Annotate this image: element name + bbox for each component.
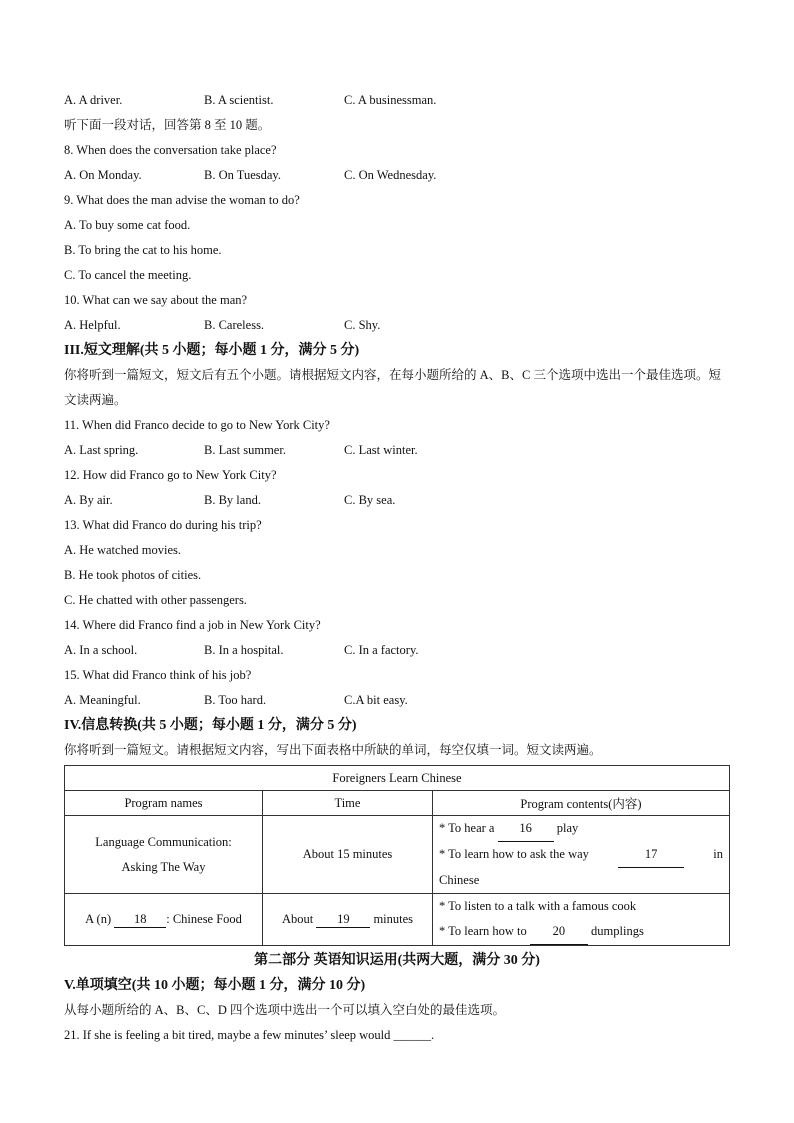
question-13-option-b: B. He took photos of cities.	[64, 568, 202, 582]
question-9-stem: 9. What does the man advise the woman to do?	[64, 193, 300, 207]
option-c: C. Last winter.	[344, 443, 418, 457]
row2-content-1: * To listen to a talk with a famous cook	[439, 899, 637, 913]
option-a: A. In a school.	[64, 643, 138, 657]
option-c: C.A bit easy.	[344, 693, 408, 707]
part-2-title: 第二部分 英语知识运用(共两大题，满分 30 分)	[254, 953, 540, 968]
section-4-heading: IV.信息转换(共 5 小题；每小题 1 分，满分 5 分)	[64, 718, 357, 733]
row1-content-2-continuation: Chinese	[439, 873, 480, 887]
option-b: B. By land.	[204, 493, 261, 507]
option-b: B. Last summer.	[204, 443, 286, 457]
question-12-stem: 12. How did Franco go to New York City?	[64, 468, 277, 482]
option-c: C. On Wednesday.	[344, 168, 437, 182]
blank-17[interactable]: 17	[618, 842, 684, 868]
question-15-options	[64, 688, 730, 713]
question-12-options	[64, 488, 730, 513]
option-a: A. On Monday.	[64, 168, 142, 182]
option-c: C. In a factory.	[344, 643, 419, 657]
row1-name-line2: Asking The Way	[121, 859, 206, 874]
blank-18[interactable]: 18	[114, 912, 166, 928]
row1-name-line1: Language Communication:	[95, 834, 232, 849]
blank-16[interactable]: 16	[498, 816, 554, 842]
row1-program-name	[65, 816, 263, 894]
section-3-instruction: 你将听到一篇短文，短文后有五个小题。请根据短文内容，在每小题所给的 A、B、C 三个选项中选出一个最佳选项。短文读两遍。	[64, 368, 721, 407]
option-a: A. Meaningful.	[64, 693, 141, 707]
row1-content-1-suffix: play	[556, 821, 579, 835]
option-a: A. By air.	[64, 493, 113, 507]
row2-name-prefix: A (n)	[85, 911, 112, 926]
info-table	[64, 765, 730, 946]
option-b: B. Careless.	[204, 318, 265, 332]
header-program-contents: Program contents(内容)	[433, 791, 730, 816]
option-a: A. A driver.	[64, 93, 123, 107]
question-14-stem: 14. Where did Franco find a job in New York City?	[64, 618, 321, 632]
row2-time	[263, 894, 433, 946]
row2-program-name	[65, 894, 263, 946]
row1-content-1	[439, 816, 723, 842]
question-9-option-a: A. To buy some cat food.	[64, 218, 191, 232]
row1-time: About 15 minutes	[263, 816, 433, 894]
row1-content-2-suffix: in	[713, 847, 723, 861]
exam-page	[64, 88, 730, 1048]
option-b: B. In a hospital.	[204, 643, 284, 657]
option-b: B. On Tuesday.	[204, 168, 281, 182]
question-15-stem: 15. What did Franco think of his job?	[64, 668, 252, 682]
row2-contents	[433, 894, 730, 946]
section-5-instruction: 从每小题所给的 A、B、C、D 四个选项中选出一个可以填入空白处的最佳选项。	[64, 1003, 505, 1017]
row2-time-prefix: About	[281, 911, 314, 926]
option-c: C. A businessman.	[344, 93, 437, 107]
question-21-stem: 21. If she is feeling a bit tired, maybe a few minutes’ sleep would ______.	[64, 1028, 435, 1042]
row2-content-2-suffix: dumplings	[591, 924, 644, 938]
row2-content-2	[439, 919, 723, 945]
row1-content-2-text: * To learn how to ask the way	[439, 847, 589, 861]
option-c: C. Shy.	[344, 318, 381, 332]
q7-options	[64, 88, 730, 113]
option-a: A. Helpful.	[64, 318, 121, 332]
question-8-stem: 8. When does the conversation take place?	[64, 143, 277, 157]
question-11-options	[64, 438, 730, 463]
question-14-options	[64, 638, 730, 663]
blank-20[interactable]: 20	[530, 919, 588, 945]
section-5-heading: V.单项填空(共 10 小题；每小题 1 分，满分 10 分)	[64, 978, 366, 993]
row2-name-suffix: : Chinese Food	[166, 911, 242, 926]
question-9-option-b: B. To bring the cat to his home.	[64, 243, 222, 257]
question-13-stem: 13. What did Franco do during his trip?	[64, 518, 262, 532]
option-c: C. By sea.	[344, 493, 396, 507]
header-program-names: Program names	[65, 791, 263, 816]
row1-contents	[433, 816, 730, 894]
listening-instruction-8-10: 听下面一段对话，回答第 8 至 10 题。	[64, 118, 271, 132]
blank-19[interactable]: 19	[316, 912, 370, 928]
question-10-stem: 10. What can we say about the man?	[64, 293, 248, 307]
row1-content-1-text: * To hear a	[439, 821, 495, 835]
section-3-heading: III.短文理解(共 5 小题；每小题 1 分，满分 5 分)	[64, 343, 360, 358]
option-b: B. A scientist.	[204, 93, 274, 107]
question-13-option-a: A. He watched movies.	[64, 543, 181, 557]
row1-content-2	[439, 842, 723, 868]
option-b: B. Too hard.	[204, 693, 267, 707]
question-8-options	[64, 163, 730, 188]
table-title: Foreigners Learn Chinese	[65, 766, 730, 791]
question-9-option-c: C. To cancel the meeting.	[64, 268, 192, 282]
header-time: Time	[263, 791, 433, 816]
question-13-option-c: C. He chatted with other passengers.	[64, 593, 247, 607]
option-a: A. Last spring.	[64, 443, 139, 457]
question-11-stem: 11. When did Franco decide to go to New York City?	[64, 418, 330, 432]
question-10-options	[64, 313, 730, 338]
row2-time-suffix: minutes	[373, 911, 414, 926]
section-4-instruction: 你将听到一篇短文。请根据短文内容，写出下面表格中所缺的单词，每空仅填一词。短文读两遍。	[64, 743, 602, 757]
row2-content-2-text: * To learn how to	[439, 924, 527, 938]
